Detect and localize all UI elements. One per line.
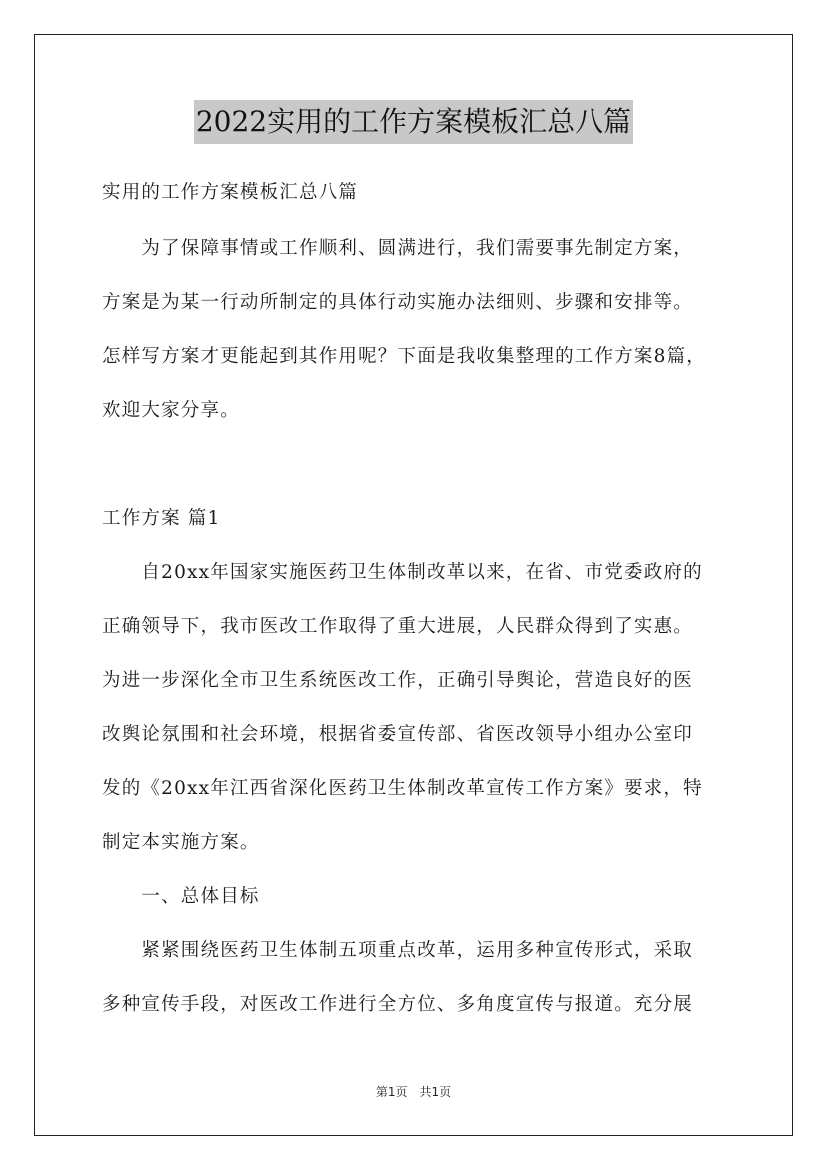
paragraph-line: 怎样写方案才更能起到其作用呢？下面是我收集整理的工作方案8篇，: [102, 346, 706, 367]
paragraph-line: 为了保障事情或工作顺利、圆满进行，我们需要事先制定方案，: [102, 238, 694, 259]
paragraph-line: 制定本实施方案。: [102, 832, 260, 853]
paragraph-line: 欢迎大家分享。: [102, 400, 240, 421]
paragraph-line: 正确领导下，我市医改工作取得了重大进展，人民群众得到了实惠。: [102, 616, 694, 637]
paragraph-line: 改舆论氛围和社会环境，根据省委宣传部、省医改领导小组办公室印: [102, 724, 694, 745]
paragraph-line: 为进一步深化全市卫生系统医改工作，正确引导舆论，营造良好的医: [102, 670, 694, 691]
paragraph-line: 方案是为某一行动所制定的具体行动实施办法细则、步骤和安排等。: [102, 292, 694, 313]
title-wrap: [0, 100, 827, 144]
paragraph-line: 多种宣传手段，对医改工作进行全方位、多角度宣传与报道。充分展: [102, 994, 694, 1015]
subtitle-line: 实用的工作方案模板汇总八篇: [102, 182, 359, 203]
document-title: 2022实用的工作方案模板汇总八篇: [194, 100, 633, 144]
paragraph-line: 紧紧围绕医药卫生体制五项重点改革，运用多种宣传形式，采取: [102, 940, 694, 961]
page-footer: 第1页 共1页: [375, 1085, 452, 1099]
paragraph-line: 自20xx年国家实施医药卫生体制改革以来，在省、市党委政府的: [102, 562, 703, 583]
subsection-heading: 一、总体目标: [102, 886, 260, 907]
paragraph-line: 发的《20xx年江西省深化医药卫生体制改革宣传工作方案》要求，特: [102, 778, 703, 799]
section-heading: 工作方案 篇1: [102, 508, 221, 529]
